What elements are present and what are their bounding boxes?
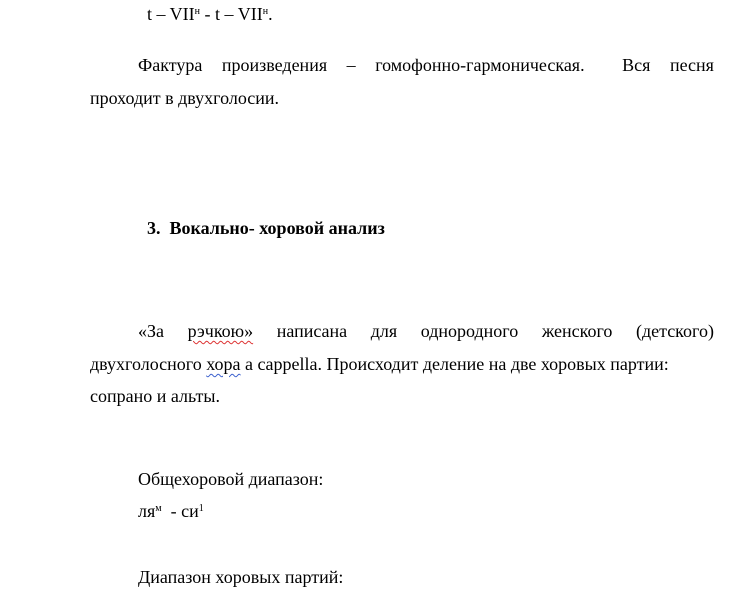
- texture-word: –: [346, 55, 356, 75]
- analysis-line-2-after: а cappella. Происходит деление на две хоровых партии:: [240, 354, 669, 374]
- texture-word: гомофонно-гармоническая.: [375, 55, 585, 75]
- harmonic-formula: [147, 3, 273, 25]
- texture-word: Фактура: [138, 55, 203, 75]
- analysis-line-3: сопрано и альты.: [90, 386, 220, 406]
- analysis-line-1: [138, 320, 714, 342]
- analysis-word: «За: [138, 321, 165, 341]
- section-number: 3.: [147, 218, 161, 238]
- range-high-sup: 1: [198, 503, 204, 514]
- analysis-line-2-before: двухголосного: [90, 354, 207, 374]
- formula-part-a: t – VII: [147, 4, 195, 24]
- texture-word: песня: [669, 55, 714, 75]
- range-high: - си: [161, 501, 199, 521]
- analysis-word: для: [370, 321, 398, 341]
- analysis-word-flagged: рэчкою»: [187, 321, 254, 341]
- texture-line-1: [138, 54, 714, 76]
- analysis-word: женского: [541, 321, 613, 341]
- texture-word: произведения: [221, 55, 328, 75]
- analysis-word: однородного: [420, 321, 519, 341]
- texture-word: Вся: [622, 55, 651, 75]
- formula-sup-a: н: [194, 6, 201, 17]
- formula-part-sep: - t – VII: [200, 4, 263, 24]
- choir-range-value: [138, 500, 204, 522]
- analysis-line-2: [90, 353, 669, 375]
- range-low-sup: м: [155, 503, 162, 514]
- texture-line-2: проходит в двухголосии.: [90, 88, 280, 108]
- range-low: ля: [138, 501, 156, 521]
- formula-sup-b: н: [262, 6, 269, 17]
- analysis-word: написана: [276, 321, 348, 341]
- section-heading: [147, 217, 385, 239]
- analysis-word: (детского): [635, 321, 714, 341]
- section-title: Вокально- хоровой анализ: [169, 218, 385, 238]
- formula-end: .: [268, 4, 273, 24]
- analysis-word-flagged-grammar: хора: [206, 354, 241, 374]
- parts-range-label: Диапазон хоровых партий:: [138, 567, 344, 587]
- choir-range-label: Общехоровой диапазон:: [138, 469, 324, 489]
